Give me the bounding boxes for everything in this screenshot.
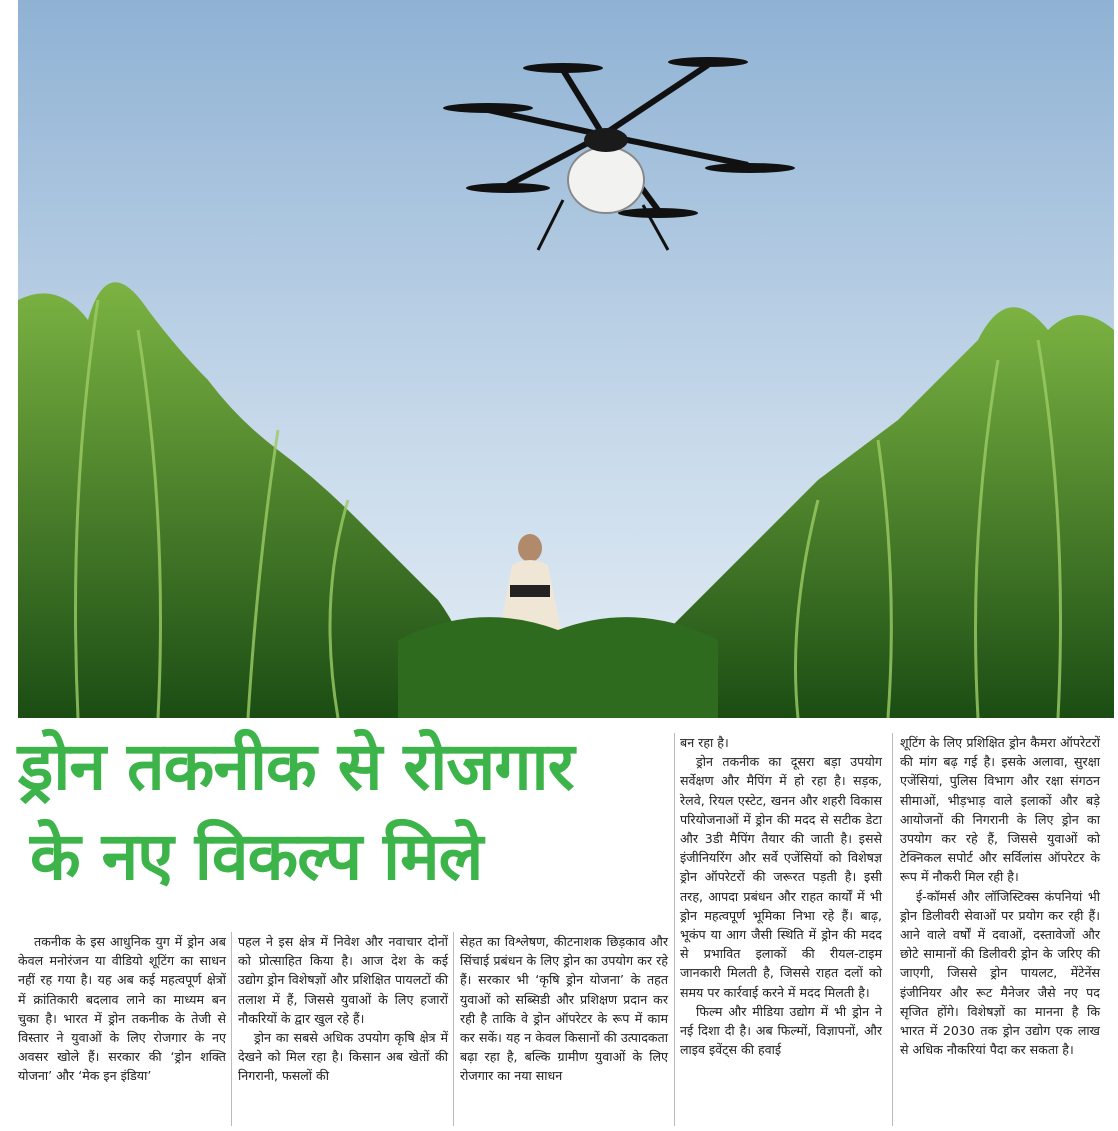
headline [18,722,668,922]
paragraph: तकनीक के इस आधुनिक युग में ड्रोन अब केवल मनोरंजन या वीडियो शूटिंग का साधन नहीं रह गया है। यह अब कई महत्वपूर्ण क्षेत्रों में क्रांतिकारी बदलाव लाने का माध्यम बन चुका है। भारत में ड्रोन तकनीक के तेजी से विस्तार ने युवाओं के लिए रोजगार के नए अवसर खोले हैं। सरकार की ‘ड्रोन शक्ति योजना’ और ‘मेक इन इंडिया’ [18,934,226,1084]
article-column-5 [900,733,1100,1059]
column-divider [453,932,454,1126]
article-column-4 [680,733,882,1059]
paragraph: शूटिंग के लिए प्रशिक्षित ड्रोन कैमरा ऑपरेटरों की मांग बढ़ गई है। इसके अलावा, सुरक्षा एजेंसियां, पुलिस विभाग और रक्षा संगठन सीमाओं, भीड़भाड़ वाले इलाकों और बड़े आयोजनों की निगरानी के लिए ड्रोन का उपयोग कर रहे हैं, जिससे युवाओं को टेक्निकल सपोर्ट और सर्विलांस ऑपरेटर के रूप में नौकरी मिल रही है। [900,735,1100,885]
article-column-3 [460,932,668,1086]
paragraph: ड्रोन तकनीक का दूसरा बड़ा उपयोग सर्वेक्षण और मैपिंग में हो रहा है। सड़क, रेलवे, रियल एस्टेट, खनन और शहरी विकास परियोजनाओं में ड्रोन की मदद से सटीक डेटा और 3डी मैपिंग तैयार की जाती है। इससे इंजीनियरिंग और सर्वे एजेंसियों को विशेषज्ञ ड्रोन ऑपरेटरों की जरूरत पड़ती है। इसी तरह, आपदा प्रबंधन और राहत कार्यों में भी ड्रोन महत्वपूर्ण भूमिका निभा रहे हैं। बाढ़, भूकंप या आग जैसी स्थिति में ड्रोन की मदद से प्रभावित इलाकों की रीयल-टाइम जानकारी मिलती है, जिससे राहत दलों को समय पर कार्रवाई करने में मदद मिलती है। [680,754,882,1000]
column-divider [892,733,893,1126]
paragraph: पहल ने इस क्षेत्र में निवेश और नवाचार दोनों को प्रोत्साहित किया है। आज देश के कई उद्योग ड्रोन विशेषज्ञों और प्रशिक्षित पायलटों की तलाश में हैं, जिससे युवाओं के लिए हजारों नौकरियों के द्वार खुल रहे हैं। [238,934,448,1026]
article-column-2 [238,932,448,1086]
paragraph: फिल्म और मीडिया उद्योग में भी ड्रोन ने नई दिशा दी है। अब फिल्मों, विज्ञापनों, और लाइव इवेंट्स की हवाई [680,1003,882,1058]
paragraph: ड्रोन का सबसे अधिक उपयोग कृषि क्षेत्र में देखने को मिल रहा है। किसान अब खेतों की निगरानी, फसलों की [238,1030,448,1084]
headline-line-1: ड्रोन तकनीक से रोजगार [18,728,574,805]
paragraph: बन रहा है। [680,735,729,750]
headline-line-2: के नए विकल्प मिले [30,818,483,895]
paragraph: ई-कॉमर्स और लॉजिस्टिक्स कंपनियां भी ड्रोन डिलीवरी सेवाओं पर प्रयोग कर रही हैं। आने वाले वर्षों में दवाओं, दस्तावेजों और छोटे सामानों की डिलीवरी ड्रोन के जरिए की जाएगी, जिससे ड्रोन पायलट, मेंटेनेंस इंजीनियर और रूट मैनेजर जैसे नए पद सृजित होंगे। विशेषज्ञों का मानना है कि भारत में 2030 तक ड्रोन उद्योग एक लाख से अधिक नौकरियां पैदा कर सकता है। [900,888,1100,1058]
paragraph: सेहत का विश्लेषण, कीटनाशक छिड़काव और सिंचाई प्रबंधन के लिए ड्रोन का उपयोग कर रहे हैं। सरकार भी ‘कृषि ड्रोन योजना’ के तहत युवाओं को सब्सिडी और प्रशिक्षण प्रदान कर रही है ताकि वे ड्रोन ऑपरेटर के रूप में काम कर सकें। यह न केवल किसानों की उत्पादकता बढ़ा रहा है, बल्कि ग्रामीण युवाओं के लिए रोजगार का नया साधन [460,934,668,1084]
article-photo [18,0,1114,718]
column-divider [674,733,675,1126]
column-divider [231,932,232,1126]
article-column-1 [18,932,226,1086]
drone-field-illustration [18,0,1114,718]
